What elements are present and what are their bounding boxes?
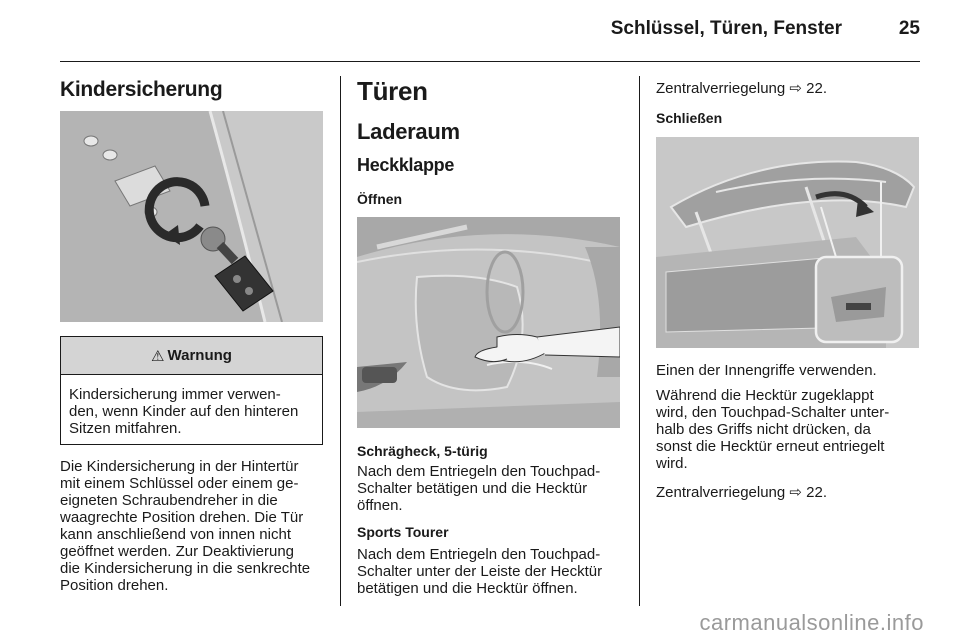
subsection-heading-opening: Öffnen [357,191,403,207]
text-use-inner-handle: Einen der Innengriffe verwenden. [656,362,877,379]
warning-box [60,336,323,445]
subsection-heading-tailgate: Heckklappe [357,155,455,175]
central-locking-reference-top[interactable]: Zentralverriegelung ⇨ 22. [656,80,827,97]
page-number: 25 [898,18,920,39]
warning-title: Warnung [167,347,232,364]
warning-header [61,337,322,375]
column-divider-right [639,76,640,606]
tailgate-close-figure [656,137,919,348]
subheading-hatchback: Schrägheck, 5-türig [357,443,488,459]
header-rule [60,61,920,62]
child-lock-body: Die Kindersicherung in der Hintertür mit einem Schlüssel oder einem ge- eigneten Schraubendreher in die waagrechte Position drehen. Die Tür kann anschließend von innen nicht geöffnet werden. Zur Deaktivierung die Kindersicherung in die senkrechte Position drehen. [60,458,311,594]
page-header-title: Schlüssel, Türen, Fenster [610,18,842,39]
warning-text: Kindersicherung immer verwen- den, wenn Kinder auf den hinteren Sitzen mitfahren. [69,386,299,437]
tailgate-open-figure [357,217,620,428]
child-lock-figure [60,111,323,322]
text-hatchback: Nach dem Entriegeln den Touchpad- Schalter betätigen und die Hecktür öffnen. [357,463,601,514]
central-locking-reference-bottom[interactable]: Zentralverriegelung ⇨ 22. [656,484,827,501]
subsection-heading-cargo: Laderaum [357,119,460,144]
text-sports-tourer: Nach dem Entriegeln den Touchpad- Schalter unter der Leiste der Hecktür betätigen und die Hecktür öffnen. [357,546,603,597]
warning-icon: ⚠ [151,347,165,365]
watermark: carmanualsonline.info [699,610,924,635]
section-heading-doors: Türen [357,76,428,106]
text-closing-instructions: Während die Hecktür zugeklappt wird, den Touchpad-Schalter unter- halb des Griffs nicht drücken, da sonst die Hecktür erneut entriegelt wird. [656,387,890,472]
column-divider-left [340,76,341,606]
section-heading-child-lock: Kindersicherung [60,78,223,101]
subheading-sports-tourer: Sports Tourer [357,524,449,540]
subsection-heading-closing: Schließen [656,110,723,126]
